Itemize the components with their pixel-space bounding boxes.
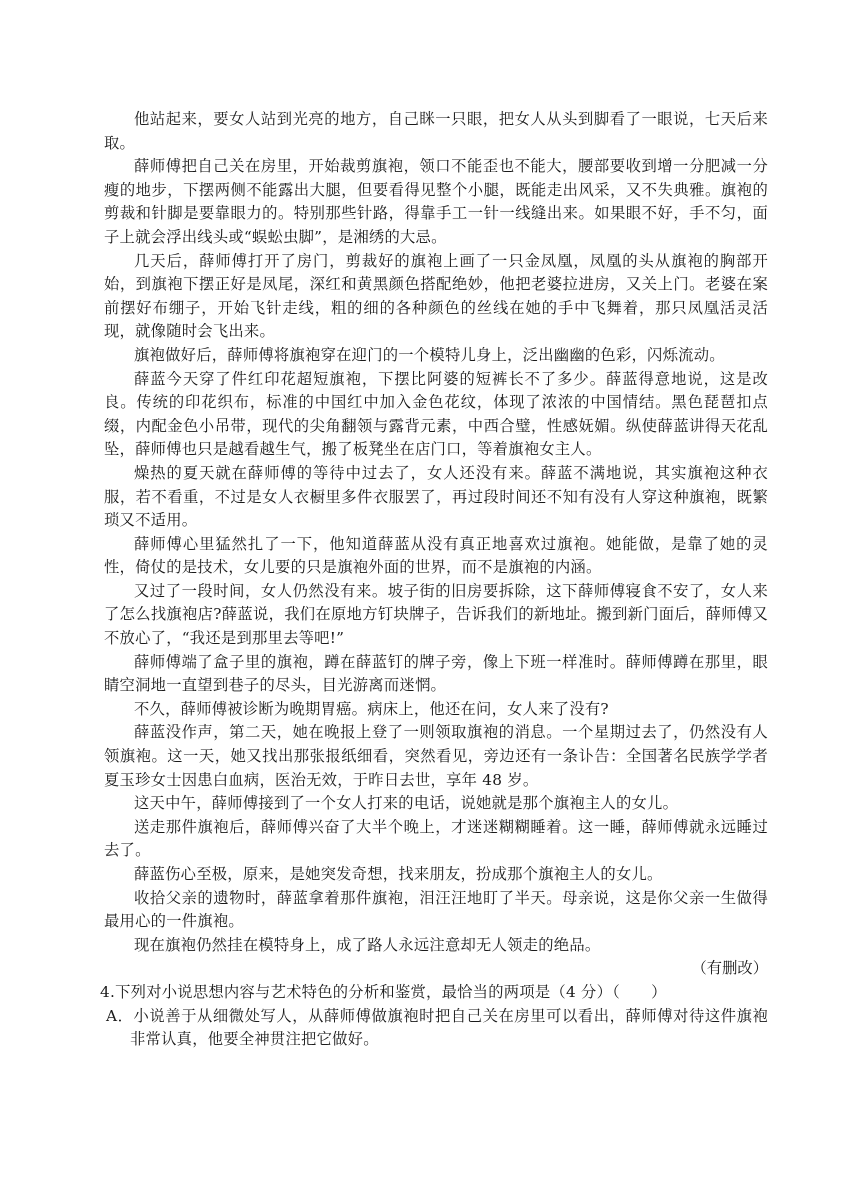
- story-paragraph: 燥热的夏天就在薛师傅的等待中过去了，女人还没有来。薛蓝不满地说，其实旗袍这种衣服，若不看重，不过是女人衣橱里多件衣服罢了，再过段时间还不知有没有人穿这种旗袍，既繁琐又不适用。: [104, 463, 768, 530]
- source-note: （有删改）: [691, 959, 768, 978]
- answer-option-a: A．小说善于从细微处写人，从薛师傅做旗袍时把自己关在房里可以看出，薛师傅对待这件旗袍非常认真，他要全神贯注把它做好。: [106, 1006, 768, 1049]
- story-paragraph: 收拾父亲的遗物时，薛蓝拿着那件旗袍，泪汪汪地盯了半天。母亲说，这是你父亲一生做得最用心的一件旗袍。: [104, 888, 768, 931]
- story-paragraph: 旗袍做好后，薛师傅将旗袍穿在迎门的一个模特儿身上，泛出幽幽的色彩，闪烁流动。: [134, 345, 725, 364]
- story-text: [104, 108, 768, 981]
- story-paragraph: 这天中午，薛师傅接到了一个女人打来的电话，说她就是那个旗袍主人的女儿。: [134, 794, 679, 813]
- story-paragraph: 送走那件旗袍后，薛师傅兴奋了大半个晚上，才迷迷糊糊睡着。这一睡，薛师傅就永远睡过去了。: [104, 817, 768, 860]
- exam-page: [100, 108, 768, 1052]
- story-paragraph: 薛师傅把自己关在房里，开始裁剪旗袍，领口不能歪也不能大，腰部要收到增一分肥减一分瘦的地步，下摆两侧不能露出大腿，但要看得见整个小腿，既能走出风采，又不失典雅。旗袍的剪裁和针脚是要靠眼力的。特别那些针路，得靠手工一针一线缝出来。如果眼不好，手不匀，面子上就会浮出线头或“蜈蚣虫脚”，是湘绣的大忌。: [104, 157, 768, 246]
- story-paragraph: 薛蓝今天穿了件红印花超短旗袍，下摆比阿婆的短裤长不了多少。薛蓝得意地说，这是改良。传统的印花织布，标准的中国红中加入金色花纹，体现了浓浓的中国情结。黑色琵琶扣点缀，内配金色小吊带，现代的尖角翻领与露背元素，中西合璧，性感妩媚。纵使薛蓝讲得天花乱坠，薛师傅也只是越看越生气，搬了板凳坐在店门口，等着旗袍女主人。: [104, 369, 768, 459]
- story-paragraph: 薛蓝伤心至极，原来，是她突发奇想，找来朋友，扮成那个旗袍主人的女儿。: [134, 865, 663, 883]
- story-paragraph: 他站起来，要女人站到光亮的地方，自己眯一只眼，把女人从头到脚看了一眼说，七天后来取。: [104, 110, 768, 152]
- story-paragraph: 几天后，薛师傅打开了房门，剪裁好的旗袍上画了一只金凤凰，凤凰的头从旗袍的胸部开始，到旗袍下摆正好是凤尾，深红和黄黑颜色搭配绝妙，他把老婆拉进房，又关上门。老婆在案前摆好布绷子，开始飞针走线，粗的细的各种颜色的丝线在她的手中飞舞着，那只凤凰活灵活现，就像随时会飞出来。: [104, 251, 768, 341]
- story-paragraph: 薛师傅端了盒子里的旗袍，蹲在薛蓝钉的牌子旁，像上下班一样准时。薛师傅蹲在那里，眼睛空洞地一直望到巷子的尽头，目光游离而迷惘。: [104, 652, 768, 695]
- story-paragraph: 现在旗袍仍然挂在模特身上，成了路人永远注意却无人领走的绝品。: [134, 935, 601, 954]
- question-block: [100, 981, 768, 1052]
- question-stem: 4.下列对小说思想内容与艺术特色的分析和鉴赏，最恰当的两项是（4 分）（ ）: [100, 982, 667, 1001]
- story-paragraph: 薛蓝没作声，第二天，她在晚报上登了一则领取旗袍的消息。一个星期过去了，仍然没有人领旗袍。这一天，她又找出那张报纸细看，突然看见，旁边还有一条讣告：全国著名民族学学者夏玉珍女士因患白血病，医治无效，于昨日去世，享年 48 岁。: [104, 723, 768, 789]
- story-paragraph: 薛师傅心里猛然扎了一下，他知道薛蓝从没有真正地喜欢过旗袍。她能做，是靠了她的灵性，倚仗的是技术，女儿要的只是旗袍外面的世界，而不是旗袍的内涵。: [104, 534, 768, 577]
- story-paragraph: 又过了一段时间，女人仍然没有来。坡子街的旧房要拆除，这下薛师傅寝食不安了，女人来了怎么找旗袍店?薛蓝说，我们在原地方钉块牌子，告诉我们的新地址。搬到新门面后，薛师傅又不放心了，“我还是到那里去等吧!”: [104, 581, 768, 648]
- story-paragraph: 不久，薛师傅被诊断为晚期胃癌。病床上，他还在问，女人来了没有?: [134, 699, 609, 718]
